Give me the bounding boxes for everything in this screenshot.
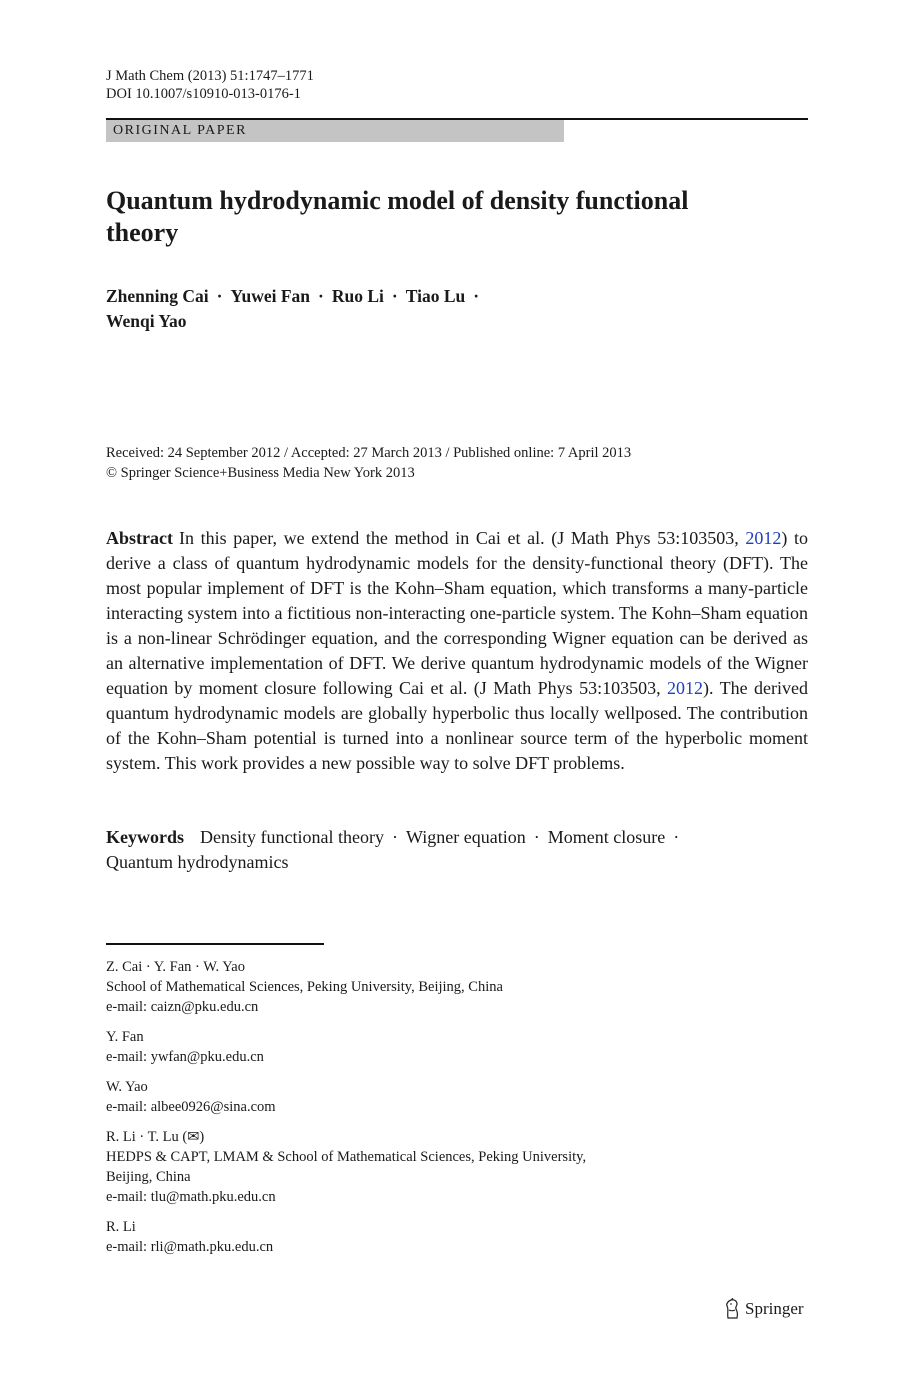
author-list: [106, 284, 756, 334]
author-name: Wenqi Yao: [106, 311, 187, 331]
author-name: Yuwei Fan: [230, 286, 311, 306]
citation-link[interactable]: 2012: [745, 528, 782, 548]
affiliation-email: e-mail: caizn@pku.edu.cn: [106, 999, 259, 1015]
keyword-separator: ·: [673, 827, 680, 847]
affiliation-email: e-mail: rli@math.pku.edu.cn: [106, 1239, 274, 1255]
author-separator: ·: [216, 286, 223, 306]
keyword: Quantum hydrodynamics: [106, 852, 289, 872]
journal-header: [106, 67, 314, 103]
affiliation-line: Z. Cai · Y. Fan · W. Yao: [106, 959, 245, 975]
abstract: [106, 526, 808, 776]
abstract-text: ). The derived quantum hydrodynamic models are globally hyperbolic thus locally wellposed. The contribution of the Kohn–Sham potential is turned into a nonlinear source term of the hyperbolic moment system. This work provides a new possible way to solve DFT problems.: [106, 678, 808, 773]
affiliation-line: Y. Fan: [106, 1029, 144, 1045]
keywords: [106, 825, 808, 875]
affiliation-line: Beijing, China: [106, 1169, 191, 1185]
affiliations: [106, 957, 808, 1267]
author-separator: ·: [473, 286, 480, 306]
keyword-separator: ·: [533, 827, 540, 847]
keyword: Moment closure: [547, 827, 666, 847]
publication-dates: Received: 24 September 2012 / Accepted: 27 March 2013 / Published online: 7 April 2013: [106, 445, 632, 461]
copyright-notice: © Springer Science+Business Media New York 2013: [106, 465, 415, 481]
author-separator: ·: [318, 286, 324, 306]
affiliation-line: W. Yao: [106, 1079, 148, 1095]
keyword: Density functional theory: [200, 827, 384, 847]
keyword-separator: ·: [391, 827, 398, 847]
journal-citation: J Math Chem (2013) 51:1747–1771: [106, 68, 314, 84]
publisher-logo: [723, 1298, 804, 1320]
author-name: Zhenning Cai: [106, 286, 209, 306]
author-name: Tiao Lu: [405, 286, 466, 306]
citation-link[interactable]: 2012: [667, 678, 704, 698]
affiliation-line: R. Li · T. Lu (✉): [106, 1129, 205, 1145]
abstract-text: In this paper, we extend the method in Cai et al. (J Math Phys 53:103503,: [178, 528, 746, 548]
publication-info: [106, 443, 631, 483]
affiliation-block: [106, 1217, 808, 1257]
paper-title: Quantum hydrodynamic model of density functional theory: [106, 186, 689, 247]
section-tag: ORIGINAL PAPER: [106, 120, 564, 142]
affiliation-email: e-mail: tlu@math.pku.edu.cn: [106, 1189, 276, 1205]
journal-doi: DOI 10.1007/s10910-013-0176-1: [106, 86, 301, 102]
author-name: Ruo Li: [331, 286, 384, 306]
affiliation-email: e-mail: ywfan@pku.edu.cn: [106, 1049, 264, 1065]
affiliation-email: e-mail: albee0926@sina.com: [106, 1099, 276, 1115]
author-separator: ·: [391, 286, 398, 306]
affiliation-line: R. Li: [106, 1219, 136, 1235]
keyword: Wigner equation: [405, 827, 526, 847]
keywords-label: Keywords: [106, 827, 184, 847]
abstract-label: Abstract: [106, 528, 173, 548]
affiliation-block: [106, 1127, 808, 1207]
abstract-text: ) to derive a class of quantum hydrodynamic models for the density-functional theory (DFT). The most popular implement of DFT is the Kohn–Sham equation, which transforms a many-particle interacting system into a fictitious non-interacting one-particle system. The Kohn–Sham equation is a non-linear Schrödinger equation, and the corresponding Wigner equation can be derived as an alternative implementation of DFT. We derive quantum hydrodynamic models of the Wigner equation by moment closure following Cai et al. (J Math Phys 53:103503,: [106, 528, 808, 698]
footnote-rule: [106, 943, 324, 945]
publisher-name: Springer: [745, 1299, 804, 1318]
affiliation-line: School of Mathematical Sciences, Peking University, Beijing, China: [106, 979, 503, 995]
affiliation-line: HEDPS & CAPT, LMAM & School of Mathematical Sciences, Peking University,: [106, 1149, 587, 1165]
affiliation-block: [106, 1077, 808, 1117]
springer-horse-icon: [723, 1298, 741, 1320]
affiliation-block: [106, 1027, 808, 1067]
affiliation-block: [106, 957, 808, 1017]
